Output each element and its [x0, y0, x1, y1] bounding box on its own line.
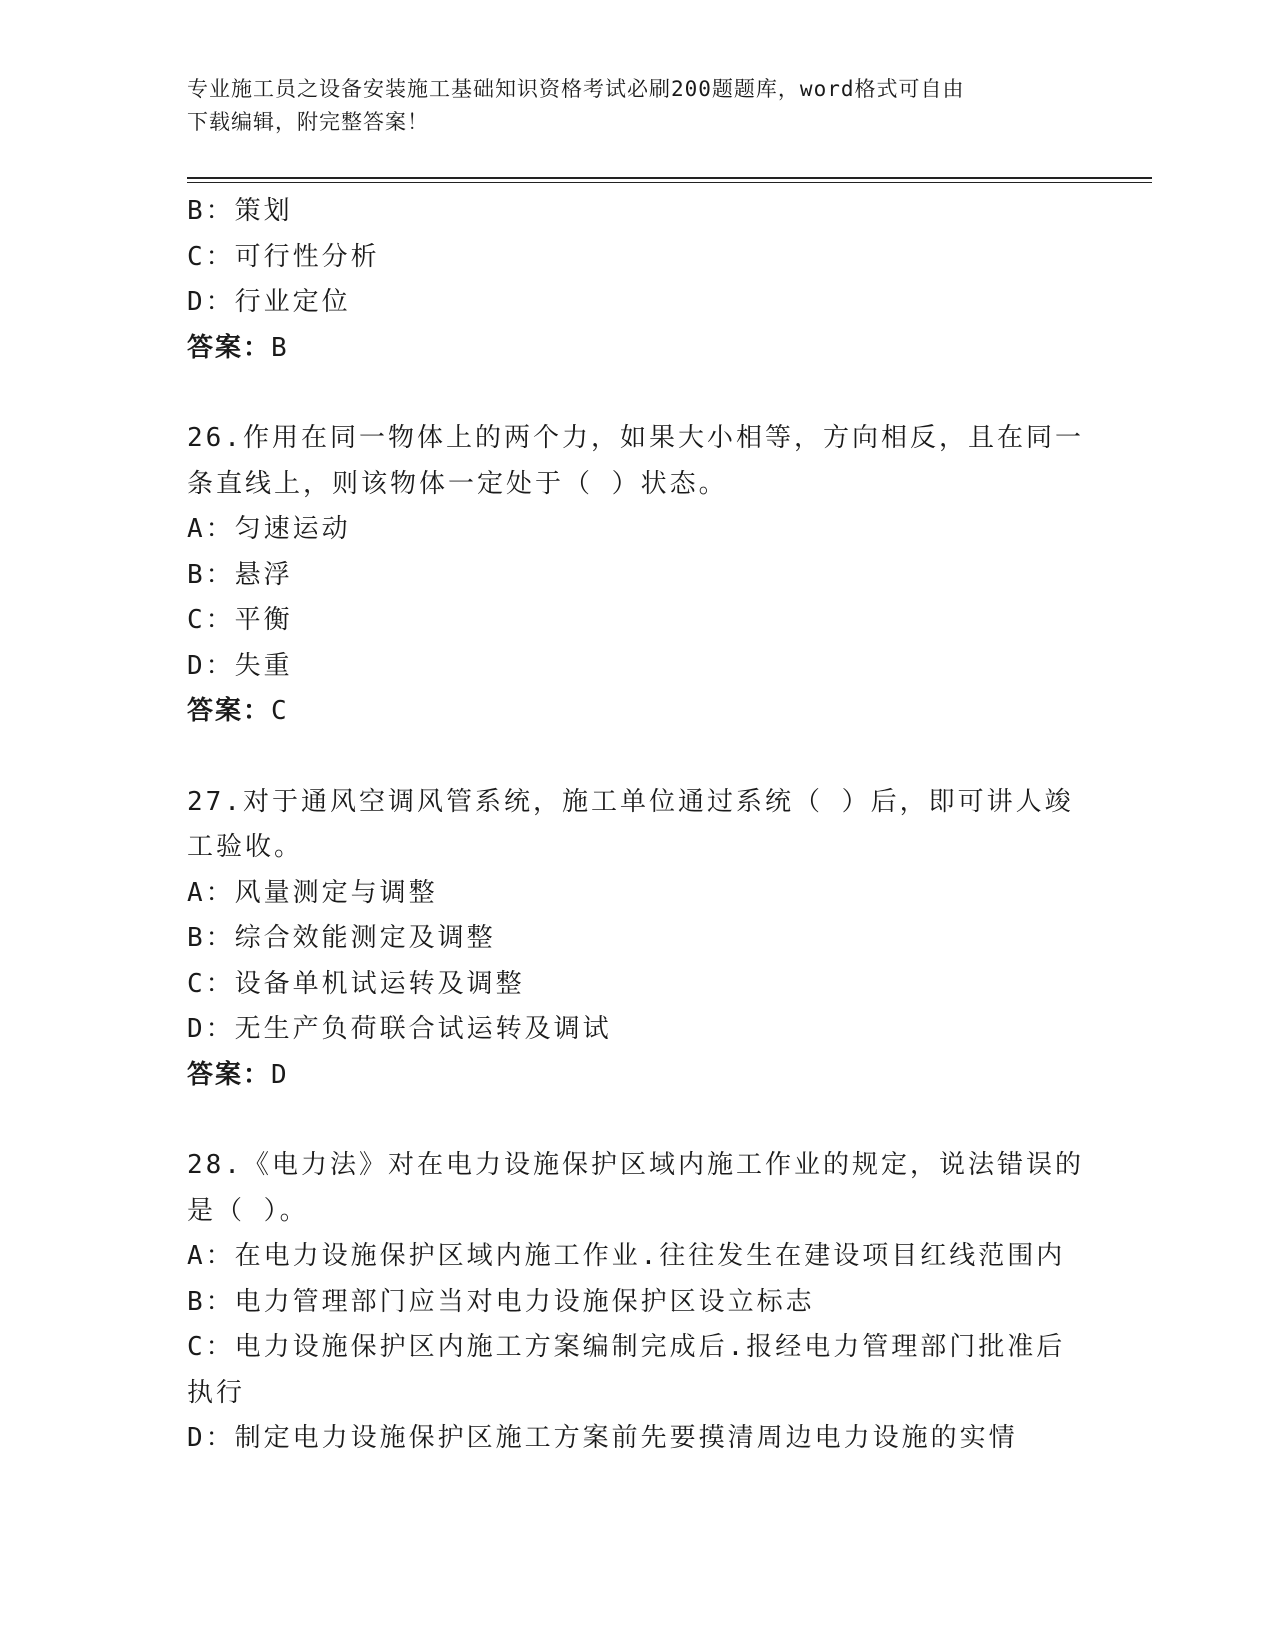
header-rule-thick: [187, 177, 1152, 179]
q26-answer-label: 答案：: [187, 696, 272, 726]
question-body: [187, 189, 1087, 1462]
q28-option-b: B：电力管理部门应当对电力设施保护区设立标志: [187, 1286, 815, 1317]
q26-option-d: D：失重: [187, 650, 293, 681]
q25-option-b: B：策划: [187, 196, 293, 226]
q28-option-d: D：制定电力设施保护区施工方案前先要摸清周边电力设施的实情: [187, 1423, 1018, 1453]
q28-stem-line-1: 28.《电力法》对在电力设施保护区域内施工作业的规定，说法错误的: [187, 1150, 1084, 1180]
q28-stem-line-2: 是（ ）。: [187, 1195, 309, 1226]
q26-answer: [187, 689, 1087, 735]
q27-answer-value: D: [271, 1059, 289, 1090]
spacer: [187, 1098, 1087, 1143]
q27-option-a: A：风量测定与调整: [187, 877, 438, 908]
q27-answer: [187, 1053, 1087, 1099]
question-25: [187, 189, 1087, 371]
q25-answer-value: B: [271, 332, 289, 363]
header-line-2: 下载编辑，附完整答案！: [187, 110, 429, 134]
q26-stem-line-1: 26.作用在同一物体上的两个力，如果大小相等，方向相反，且在同一: [187, 423, 1084, 453]
spacer: [187, 371, 1087, 416]
question-26: [187, 416, 1087, 735]
question-28: [187, 1143, 1087, 1462]
header-rule-thin: [187, 182, 1152, 183]
q26-option-c: C：平衡: [187, 605, 293, 635]
q26-option-a: A：匀速运动: [187, 514, 351, 544]
q25-answer: [187, 326, 1087, 372]
q26-stem-line-2: 条直线上，则该物体一定处于（ ）状态。: [187, 468, 728, 499]
header-line-1: 专业施工员之设备安装施工基础知识资格考试必刷200题题库，word格式可自由: [187, 77, 965, 101]
question-27: [187, 780, 1087, 1099]
q27-stem-line-2: 工验收。: [187, 832, 304, 862]
q27-option-d: D：无生产负荷联合试运转及调试: [187, 1014, 612, 1044]
q28-option-c-line-1: C：电力设施保护区内施工方案编制完成后.报经电力管理部门批准后: [187, 1332, 1066, 1362]
page-header: [187, 73, 1067, 139]
q27-stem-line-1: 27.对于通风空调风管系统，施工单位通过系统（ ）后，即可讲人竣: [187, 786, 1074, 817]
q28-option-c-line-2: 执行: [187, 1377, 246, 1408]
spacer: [187, 735, 1087, 780]
q27-answer-label: 答案：: [187, 1059, 272, 1090]
q25-answer-label: 答案：: [187, 332, 272, 363]
q26-option-b: B：悬浮: [187, 559, 293, 590]
q27-option-b: B：综合效能测定及调整: [187, 923, 496, 953]
q28-option-a: A：在电力设施保护区域内施工作业.往往发生在建设项目红线范围内: [187, 1241, 1066, 1271]
q26-answer-value: C: [271, 696, 289, 726]
q25-option-d: D：行业定位: [187, 287, 351, 317]
q27-option-c: C：设备单机试运转及调整: [187, 968, 525, 999]
q25-option-c: C：可行性分析: [187, 241, 380, 272]
